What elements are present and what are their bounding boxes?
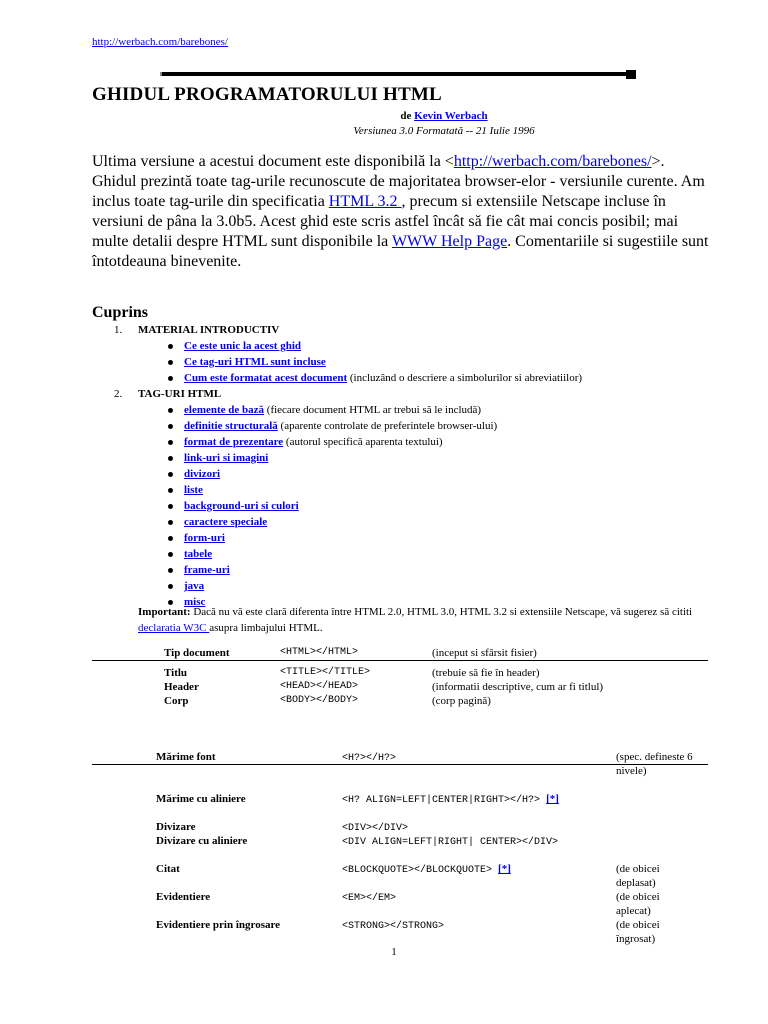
- bullet-icon: [168, 376, 173, 381]
- toc-section: [92, 322, 732, 338]
- tag-code-cell: [342, 834, 612, 850]
- bullet-icon: [168, 424, 173, 429]
- tag-name: Tip document: [164, 647, 230, 659]
- tag-code-cell: [342, 890, 612, 906]
- toc-section-number: 1.: [114, 324, 123, 336]
- toc-item-link[interactable]: caractere speciale: [184, 516, 268, 528]
- www-help-page-link[interactable]: WWW Help Page: [391, 233, 508, 250]
- version-line: [0, 125, 768, 137]
- intro-paragraph-1: [92, 152, 712, 172]
- bullet-icon: [168, 504, 173, 509]
- toc-item-text: [184, 482, 203, 498]
- toc-item-link[interactable]: definitie structurală: [184, 420, 278, 432]
- bullet-icon: [168, 472, 173, 477]
- toc-item-link[interactable]: Ce tag-uri HTML sunt incluse: [184, 356, 326, 368]
- toc-item: [92, 562, 732, 578]
- tag-description: (informatii descriptive, cum ar fi titlul): [432, 681, 604, 693]
- tag-name: Mărime cu aliniere: [156, 793, 246, 805]
- bullet-icon: [168, 584, 173, 589]
- toc-item-link[interactable]: tabele: [184, 548, 213, 560]
- toc-item: [92, 402, 732, 418]
- horizontal-rule-end: [626, 70, 636, 79]
- bullet-icon: [168, 360, 173, 365]
- toc-item-note: (aparente controlate de preferintele browser-ului): [277, 420, 498, 432]
- tag-code: <HEAD></HEAD>: [280, 681, 359, 692]
- tag-name: Citat: [156, 863, 180, 875]
- page-number-text: 1: [391, 946, 397, 958]
- tag-description: (inceput si sfârsit fisier): [432, 647, 537, 659]
- toc-item-text: [184, 546, 212, 562]
- toc-section-number: 2.: [114, 388, 123, 400]
- bullet-icon: [168, 408, 173, 413]
- intro-paragraph-2: [92, 172, 712, 272]
- tag-name: Header: [164, 681, 199, 693]
- byline: [0, 110, 768, 122]
- intro-text-span: Ghidul prezintă toate tag-urile recunoscute de majoritatea browser-elor - versiunile curente. Am inclus toate tag-urile din specificatia: [92, 173, 705, 210]
- tag-code: <DIV ALIGN=LEFT|RIGHT| CENTER></DIV>: [342, 837, 559, 848]
- toc-item: [92, 370, 732, 386]
- toc-item-text: [184, 498, 299, 514]
- tag-code-cell: [342, 918, 612, 934]
- toc-item-text: [184, 434, 443, 450]
- tag-name: Divizare: [156, 821, 196, 833]
- html32-link[interactable]: HTML 3.2: [328, 193, 402, 210]
- toc-item-note: (incluzând o descriere a simbolurilor si abreviatiilor): [347, 372, 583, 384]
- toc-item-note: (fiecare document HTML ar trebui să le includă): [264, 404, 482, 416]
- tag-name: Evidentiere: [156, 891, 211, 903]
- toc-section: [92, 386, 732, 402]
- toc-item: [92, 354, 732, 370]
- important-note: [138, 604, 708, 636]
- toc-item-link[interactable]: Ce este unic la acest ghid: [184, 340, 302, 352]
- important-label: Important:: [138, 606, 191, 618]
- version-text: Versiunea 3.0 Formatată -- 21 Iulie 1996: [353, 125, 535, 137]
- tag-code: <H? ALIGN=LEFT|CENTER|RIGHT></H?>: [342, 795, 541, 806]
- toc-item: [92, 338, 732, 354]
- tag-description: (de obicei îngrosat): [616, 919, 660, 945]
- important-text: Dacă nu vă este clară diferenta între HTML 2.0, HTML 3.0, HTML 3.2 si extensiile Netscape, vă sugerez să cititi: [190, 606, 693, 618]
- tag-code-cell: [342, 792, 612, 808]
- toc-item-text: [184, 338, 301, 354]
- toc-item-link[interactable]: misc: [184, 596, 206, 608]
- toc-item: [92, 434, 732, 450]
- tag-code: <STRONG></STRONG>: [342, 921, 445, 932]
- toc-item-text: [184, 514, 267, 530]
- toc-item-text: [184, 578, 204, 594]
- tag-name: Evidentiere prin îngrosare: [156, 919, 281, 931]
- tag-code-cell: [342, 750, 612, 766]
- tag-name: Divizare cu aliniere: [156, 835, 248, 847]
- toc-item-link[interactable]: liste: [184, 484, 203, 496]
- page-number: [0, 946, 768, 958]
- bullet-icon: [168, 536, 173, 541]
- tag-description: (trebuie să fie în header): [432, 667, 540, 679]
- tag-code: <TITLE></TITLE>: [280, 667, 371, 678]
- bullet-icon: [168, 456, 173, 461]
- toc-item-link[interactable]: java: [184, 580, 205, 592]
- toc-item-link[interactable]: elemente de bază: [184, 404, 265, 416]
- toc-item-text: [184, 562, 230, 578]
- toc-item-text: [184, 466, 220, 482]
- bullet-icon: [168, 488, 173, 493]
- toc-item-link[interactable]: link-uri si imagini: [184, 452, 269, 464]
- bullet-icon: [168, 440, 173, 445]
- toc-heading: Cuprins: [92, 304, 149, 321]
- toc-item: [92, 482, 732, 498]
- toc-item-note: (autorul specifică aparenta textului): [283, 436, 443, 448]
- horizontal-rule: [160, 72, 634, 76]
- toc-item: [92, 466, 732, 482]
- toc-item: [92, 498, 732, 514]
- tag-name: Titlu: [164, 667, 188, 679]
- toc-section-label: MATERIAL INTRODUCTIV: [138, 324, 280, 336]
- toc-item-link[interactable]: Cum este formatat acest document: [184, 372, 348, 384]
- tag-code: <DIV></DIV>: [342, 823, 409, 834]
- tag-name: Mărime font: [156, 751, 216, 763]
- tag-code: <H?></H?>: [342, 753, 397, 764]
- toc-item: [92, 514, 732, 530]
- source-url-link[interactable]: http://werbach.com/barebones/: [92, 36, 228, 48]
- intro-text-span: Ultima versiune a acestui document este disponibilă la <: [92, 153, 454, 170]
- toc-item-text: [184, 402, 481, 418]
- toc-section-label: TAG-URI HTML: [138, 388, 222, 400]
- toc-item-text: [184, 418, 497, 434]
- w3c-declaration-link[interactable]: declaratia W3C: [138, 622, 210, 634]
- tag-code-cell: [342, 862, 612, 878]
- toc-item-link[interactable]: divizori: [184, 468, 221, 480]
- toc-item-link[interactable]: background-uri si culori: [184, 500, 299, 512]
- table-divider: [92, 660, 708, 661]
- tag-code: <BLOCKQUOTE></BLOCKQUOTE>: [342, 865, 493, 876]
- spec-star-link[interactable]: [*]: [498, 863, 511, 875]
- bullet-icon: [168, 568, 173, 573]
- tag-code: <EM></EM>: [342, 893, 397, 904]
- toc-item-text: [184, 530, 225, 546]
- tag-description: (de obicei aplecat): [616, 891, 660, 917]
- intro-text: [92, 152, 712, 272]
- spec-star-link[interactable]: [*]: [546, 793, 559, 805]
- intro-text-span: >.: [651, 153, 665, 170]
- toc-item-text: [184, 370, 582, 386]
- intro-text-span: . Comentariile si sugestiile sunt întotdeauna binevenite.: [92, 233, 709, 270]
- bullet-icon: [168, 520, 173, 525]
- tag-code: <BODY></BODY>: [280, 695, 359, 706]
- toc-item-text: [184, 354, 326, 370]
- document-title: GHIDUL PROGRAMATORULUI HTML: [92, 84, 442, 105]
- toc-item: [92, 578, 732, 594]
- toc-item-link[interactable]: form-uri: [184, 532, 225, 544]
- tag-description: (spec. defineste 6 nivele): [616, 751, 693, 777]
- toc-item: [92, 450, 732, 466]
- table-of-contents: [92, 322, 732, 610]
- toc-item: [92, 418, 732, 434]
- toc-item-link[interactable]: format de prezentare: [184, 436, 284, 448]
- important-text: asupra limbajului HTML.: [209, 622, 323, 634]
- bullet-icon: [168, 552, 173, 557]
- tag-description: (corp pagină): [432, 695, 491, 707]
- tag-description: (de obicei deplasat): [616, 863, 660, 889]
- intro-text-span: , precum si extensiile Netscape incluse în versiuni de pâna la 3.0b5. Acest ghid este scris astfel încât să fie cât mai concis posibil; mai multe detalii despre HTML sunt disponibile la: [92, 193, 679, 250]
- author-link[interactable]: Kevin Werbach: [414, 110, 488, 122]
- toc-item-text: [184, 450, 268, 466]
- toc-item-link[interactable]: frame-uri: [184, 564, 230, 576]
- tag-code: <HTML></HTML>: [280, 647, 359, 658]
- bullet-icon: [168, 344, 173, 349]
- toc-item: [92, 546, 732, 562]
- byline-prefix: de: [400, 110, 415, 122]
- barebones-link[interactable]: http://werbach.com/barebones/: [453, 153, 652, 170]
- tag-name: Corp: [164, 695, 189, 707]
- toc-item: [92, 530, 732, 546]
